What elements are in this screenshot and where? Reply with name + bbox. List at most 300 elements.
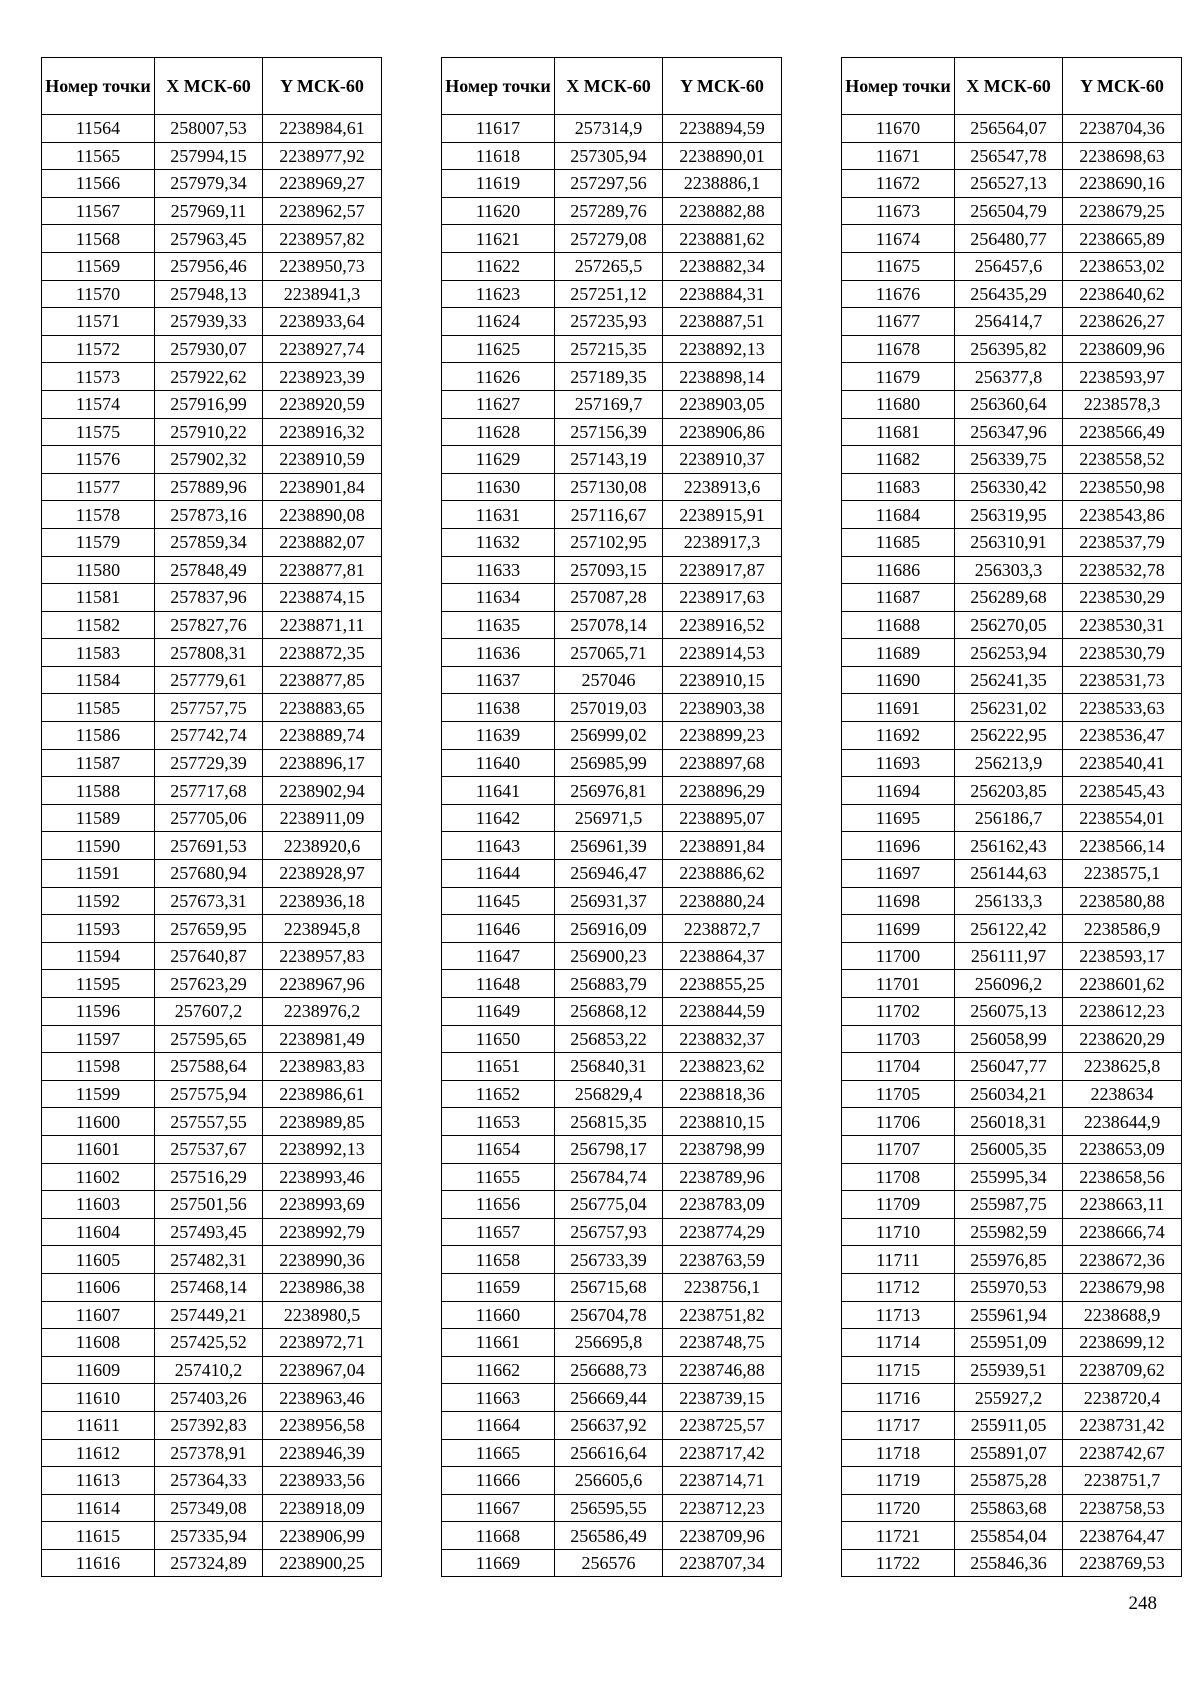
x-coordinate-cell: 257779,61	[155, 666, 263, 694]
point-number-cell: 11598	[42, 1053, 155, 1081]
x-coordinate-cell: 256784,74	[555, 1163, 663, 1191]
x-coordinate-cell: 257425,52	[155, 1329, 263, 1357]
point-number-cell: 11713	[842, 1301, 955, 1329]
y-coordinate-cell: 2238665,89	[1063, 225, 1182, 253]
table-row	[442, 197, 782, 225]
x-coordinate-cell: 256270,05	[955, 611, 1063, 639]
x-coordinate-cell: 257019,03	[555, 694, 663, 722]
y-coordinate-cell: 2238883,65	[263, 694, 382, 722]
point-number-cell: 11660	[442, 1301, 555, 1329]
point-number-cell: 11687	[842, 584, 955, 612]
table-row	[842, 501, 1182, 529]
table-row	[42, 1135, 382, 1163]
y-coordinate-cell: 2238739,15	[663, 1384, 782, 1412]
y-coordinate-cell: 2238903,38	[663, 694, 782, 722]
x-coordinate-cell: 257501,56	[155, 1191, 263, 1219]
y-coordinate-cell: 2238712,23	[663, 1494, 782, 1522]
point-number-cell: 11682	[842, 446, 955, 474]
point-number-cell: 11584	[42, 666, 155, 694]
point-number-cell: 11681	[842, 418, 955, 446]
point-number-cell: 11625	[442, 335, 555, 363]
y-coordinate-cell: 2238920,6	[263, 832, 382, 860]
point-number-cell: 11649	[442, 998, 555, 1026]
point-number-cell: 11685	[842, 528, 955, 556]
y-coordinate-cell: 2238946,39	[263, 1439, 382, 1467]
x-coordinate-cell: 256637,92	[555, 1411, 663, 1439]
point-number-cell: 11701	[842, 970, 955, 998]
point-number-cell: 11588	[42, 777, 155, 805]
x-coordinate-cell: 256798,17	[555, 1135, 663, 1163]
x-coordinate-cell: 256704,78	[555, 1301, 663, 1329]
point-number-cell: 11636	[442, 639, 555, 667]
y-coordinate-cell: 2238917,63	[663, 584, 782, 612]
point-number-cell: 11651	[442, 1053, 555, 1081]
y-coordinate-cell: 2238823,62	[663, 1053, 782, 1081]
x-coordinate-cell: 256457,6	[955, 252, 1063, 280]
table-row	[442, 528, 782, 556]
point-number-cell: 11644	[442, 860, 555, 888]
y-coordinate-cell: 2238963,46	[263, 1384, 382, 1412]
table-row	[842, 556, 1182, 584]
y-coordinate-cell: 2238910,37	[663, 446, 782, 474]
y-coordinate-cell: 2238653,02	[1063, 252, 1182, 280]
x-coordinate-cell: 257265,5	[555, 252, 663, 280]
table-row	[842, 1108, 1182, 1136]
y-coordinate-cell: 2238928,97	[263, 860, 382, 888]
x-coordinate-cell: 257378,91	[155, 1439, 263, 1467]
table-row	[442, 1273, 782, 1301]
y-coordinate-cell: 2238882,07	[263, 528, 382, 556]
table-row	[842, 1439, 1182, 1467]
y-coordinate-cell: 2238910,59	[263, 446, 382, 474]
table-row	[442, 998, 782, 1026]
y-coordinate-cell: 2238751,82	[663, 1301, 782, 1329]
x-coordinate-cell: 257102,95	[555, 528, 663, 556]
table-row	[42, 1494, 382, 1522]
x-coordinate-cell: 257392,83	[155, 1411, 263, 1439]
point-number-cell: 11634	[442, 584, 555, 612]
point-number-cell: 11657	[442, 1218, 555, 1246]
point-number-cell: 11571	[42, 308, 155, 336]
table-row	[442, 308, 782, 336]
x-coordinate-cell: 255961,94	[955, 1301, 1063, 1329]
x-coordinate-cell: 257324,89	[155, 1549, 263, 1577]
table-row	[842, 1384, 1182, 1412]
point-number-cell: 11696	[842, 832, 955, 860]
point-number-cell: 11697	[842, 860, 955, 888]
y-coordinate-cell: 2238699,12	[1063, 1329, 1182, 1357]
y-coordinate-cell: 2238880,24	[663, 887, 782, 915]
y-coordinate-cell: 2238986,38	[263, 1273, 382, 1301]
point-number-cell: 11576	[42, 446, 155, 474]
point-number-cell: 11683	[842, 473, 955, 501]
coordinate-table-3	[841, 57, 1182, 1577]
coordinate-table-1	[41, 57, 382, 1577]
x-coordinate-cell: 257956,46	[155, 252, 263, 280]
table-row	[442, 942, 782, 970]
point-number-cell: 11624	[442, 308, 555, 336]
y-coordinate-cell: 2238933,64	[263, 308, 382, 336]
table-row	[842, 308, 1182, 336]
y-coordinate-cell: 2238789,96	[663, 1163, 782, 1191]
table-row	[442, 1439, 782, 1467]
y-coordinate-cell: 2238530,29	[1063, 584, 1182, 612]
y-coordinate-cell: 2238578,3	[1063, 390, 1182, 418]
x-coordinate-cell: 256931,37	[555, 887, 663, 915]
y-coordinate-cell: 2238871,11	[263, 611, 382, 639]
point-number-cell: 11618	[442, 142, 555, 170]
y-coordinate-cell: 2238977,92	[263, 142, 382, 170]
x-coordinate-cell: 255995,34	[955, 1163, 1063, 1191]
y-coordinate-cell: 2238886,1	[663, 170, 782, 198]
point-number-cell: 11586	[42, 722, 155, 750]
table-row	[442, 639, 782, 667]
y-coordinate-cell: 2238901,84	[263, 473, 382, 501]
y-coordinate-cell: 2238533,63	[1063, 694, 1182, 722]
x-coordinate-cell: 257673,31	[155, 887, 263, 915]
table-row	[842, 749, 1182, 777]
point-number-cell: 11615	[42, 1522, 155, 1550]
x-coordinate-cell: 256961,39	[555, 832, 663, 860]
point-number-cell: 11656	[442, 1191, 555, 1219]
table-row	[442, 887, 782, 915]
table-row	[842, 970, 1182, 998]
y-coordinate-cell: 2238976,2	[263, 998, 382, 1026]
table-row	[842, 446, 1182, 474]
point-number-cell: 11698	[842, 887, 955, 915]
table-row	[842, 611, 1182, 639]
x-coordinate-cell: 257143,19	[555, 446, 663, 474]
y-coordinate-cell: 2238536,47	[1063, 722, 1182, 750]
y-coordinate-cell: 2238818,36	[663, 1080, 782, 1108]
point-number-cell: 11678	[842, 335, 955, 363]
point-number-cell: 11699	[842, 915, 955, 943]
point-number-cell: 11629	[442, 446, 555, 474]
table-header-row	[42, 58, 382, 115]
table-row	[842, 1246, 1182, 1274]
table-row	[42, 390, 382, 418]
x-coordinate-cell: 257691,53	[155, 832, 263, 860]
x-coordinate-cell: 257251,12	[555, 280, 663, 308]
table-row	[442, 390, 782, 418]
point-number-cell: 11591	[42, 860, 155, 888]
x-coordinate-cell: 257859,34	[155, 528, 263, 556]
table-row	[42, 970, 382, 998]
table-row	[42, 584, 382, 612]
table-row	[842, 1163, 1182, 1191]
x-coordinate-cell: 257902,32	[155, 446, 263, 474]
point-number-cell: 11674	[842, 225, 955, 253]
x-coordinate-cell: 255863,68	[955, 1494, 1063, 1522]
table-row	[842, 584, 1182, 612]
point-number-cell: 11715	[842, 1356, 955, 1384]
point-number-cell: 11638	[442, 694, 555, 722]
y-coordinate-cell: 2238992,79	[263, 1218, 382, 1246]
point-number-cell: 11718	[842, 1439, 955, 1467]
x-coordinate-cell: 255951,09	[955, 1329, 1063, 1357]
point-number-cell: 11575	[42, 418, 155, 446]
y-coordinate-cell: 2238911,09	[263, 804, 382, 832]
point-number-cell: 11592	[42, 887, 155, 915]
table-row	[42, 225, 382, 253]
table-row	[42, 611, 382, 639]
point-number-cell: 11611	[42, 1411, 155, 1439]
table-row	[442, 1163, 782, 1191]
table-row	[42, 280, 382, 308]
y-coordinate-cell: 2238612,23	[1063, 998, 1182, 1026]
table-row	[442, 1191, 782, 1219]
x-coordinate-cell: 256330,42	[955, 473, 1063, 501]
y-coordinate-cell: 2238698,63	[1063, 142, 1182, 170]
point-number-cell: 11599	[42, 1080, 155, 1108]
table-row	[42, 1522, 382, 1550]
table-row	[42, 308, 382, 336]
x-coordinate-cell: 256319,95	[955, 501, 1063, 529]
table-row	[442, 1494, 782, 1522]
table-row	[42, 501, 382, 529]
point-number-cell: 11719	[842, 1467, 955, 1495]
y-coordinate-cell: 2238889,74	[263, 722, 382, 750]
header-x-msk60: X МСК-60	[955, 58, 1063, 115]
y-coordinate-cell: 2238923,39	[263, 363, 382, 391]
table-row	[42, 1273, 382, 1301]
x-coordinate-cell: 257575,94	[155, 1080, 263, 1108]
table-row	[442, 225, 782, 253]
x-coordinate-cell: 257130,08	[555, 473, 663, 501]
table-row	[442, 611, 782, 639]
point-number-cell: 11631	[442, 501, 555, 529]
y-coordinate-cell: 2238751,7	[1063, 1467, 1182, 1495]
point-number-cell: 11704	[842, 1053, 955, 1081]
x-coordinate-cell: 256775,04	[555, 1191, 663, 1219]
point-number-cell: 11668	[442, 1522, 555, 1550]
y-coordinate-cell: 2238545,43	[1063, 777, 1182, 805]
point-number-cell: 11712	[842, 1273, 955, 1301]
x-coordinate-cell: 256414,7	[955, 308, 1063, 336]
x-coordinate-cell: 257873,16	[155, 501, 263, 529]
x-coordinate-cell: 255987,75	[955, 1191, 1063, 1219]
y-coordinate-cell: 2238941,3	[263, 280, 382, 308]
point-number-cell: 11706	[842, 1108, 955, 1136]
table-row	[442, 142, 782, 170]
point-number-cell: 11587	[42, 749, 155, 777]
point-number-cell: 11690	[842, 666, 955, 694]
y-coordinate-cell: 2238914,53	[663, 639, 782, 667]
x-coordinate-cell: 257948,13	[155, 280, 263, 308]
y-coordinate-cell: 2238558,52	[1063, 446, 1182, 474]
x-coordinate-cell: 256733,39	[555, 1246, 663, 1274]
table-row	[842, 335, 1182, 363]
x-coordinate-cell: 256111,97	[955, 942, 1063, 970]
table-row	[42, 694, 382, 722]
point-number-cell: 11680	[842, 390, 955, 418]
point-number-cell: 11564	[42, 115, 155, 143]
table-row	[442, 335, 782, 363]
point-number-cell: 11647	[442, 942, 555, 970]
y-coordinate-cell: 2238886,62	[663, 860, 782, 888]
table-row	[442, 1549, 782, 1577]
point-number-cell: 11604	[42, 1218, 155, 1246]
x-coordinate-cell: 257994,15	[155, 142, 263, 170]
table-row	[842, 666, 1182, 694]
table-row	[42, 142, 382, 170]
point-number-cell: 11700	[842, 942, 955, 970]
x-coordinate-cell: 256395,82	[955, 335, 1063, 363]
x-coordinate-cell: 256034,21	[955, 1080, 1063, 1108]
x-coordinate-cell: 257078,14	[555, 611, 663, 639]
y-coordinate-cell: 2238917,3	[663, 528, 782, 556]
y-coordinate-cell: 2238798,99	[663, 1135, 782, 1163]
y-coordinate-cell: 2238956,58	[263, 1411, 382, 1439]
table-row	[42, 942, 382, 970]
point-number-cell: 11676	[842, 280, 955, 308]
table-row	[42, 1467, 382, 1495]
point-number-cell: 11722	[842, 1549, 955, 1577]
x-coordinate-cell: 256480,77	[955, 225, 1063, 253]
x-coordinate-cell: 256985,99	[555, 749, 663, 777]
x-coordinate-cell: 257659,95	[155, 915, 263, 943]
table-row	[842, 115, 1182, 143]
x-coordinate-cell: 257156,39	[555, 418, 663, 446]
x-coordinate-cell: 256047,77	[955, 1053, 1063, 1081]
y-coordinate-cell: 2238891,84	[663, 832, 782, 860]
x-coordinate-cell: 256595,55	[555, 1494, 663, 1522]
table-row	[842, 1522, 1182, 1550]
coordinate-table-2	[441, 57, 782, 1577]
table-row	[842, 694, 1182, 722]
table-row	[442, 749, 782, 777]
point-number-cell: 11635	[442, 611, 555, 639]
point-number-cell: 11652	[442, 1080, 555, 1108]
point-number-cell: 11669	[442, 1549, 555, 1577]
table-row	[842, 1191, 1182, 1219]
table-row	[42, 1549, 382, 1577]
table-row	[442, 1329, 782, 1357]
point-number-cell: 11663	[442, 1384, 555, 1412]
point-number-cell: 11675	[842, 252, 955, 280]
x-coordinate-cell: 257449,21	[155, 1301, 263, 1329]
y-coordinate-cell: 2238897,68	[663, 749, 782, 777]
y-coordinate-cell: 2238993,46	[263, 1163, 382, 1191]
x-coordinate-cell: 256231,02	[955, 694, 1063, 722]
y-coordinate-cell: 2238532,78	[1063, 556, 1182, 584]
y-coordinate-cell: 2238644,9	[1063, 1108, 1182, 1136]
point-number-cell: 11566	[42, 170, 155, 198]
table-row	[842, 832, 1182, 860]
point-number-cell: 11684	[842, 501, 955, 529]
x-coordinate-cell: 256900,23	[555, 942, 663, 970]
y-coordinate-cell: 2238609,96	[1063, 335, 1182, 363]
point-number-cell: 11691	[842, 694, 955, 722]
x-coordinate-cell: 256253,94	[955, 639, 1063, 667]
x-coordinate-cell: 256058,99	[955, 1025, 1063, 1053]
header-y-msk60: Y МСК-60	[1063, 58, 1182, 115]
y-coordinate-cell: 2238690,16	[1063, 170, 1182, 198]
x-coordinate-cell: 257680,94	[155, 860, 263, 888]
x-coordinate-cell: 256162,43	[955, 832, 1063, 860]
y-coordinate-cell: 2238967,96	[263, 970, 382, 998]
x-coordinate-cell: 256976,81	[555, 777, 663, 805]
point-number-cell: 11659	[442, 1273, 555, 1301]
point-number-cell: 11654	[442, 1135, 555, 1163]
point-number-cell: 11580	[42, 556, 155, 584]
point-number-cell: 11648	[442, 970, 555, 998]
point-number-cell: 11574	[42, 390, 155, 418]
x-coordinate-cell: 256547,78	[955, 142, 1063, 170]
point-number-cell: 11605	[42, 1246, 155, 1274]
table-row	[842, 1411, 1182, 1439]
x-coordinate-cell: 257065,71	[555, 639, 663, 667]
table-row	[42, 1025, 382, 1053]
x-coordinate-cell: 256669,44	[555, 1384, 663, 1412]
table-row	[42, 1218, 382, 1246]
y-coordinate-cell: 2238566,14	[1063, 832, 1182, 860]
point-number-cell: 11633	[442, 556, 555, 584]
y-coordinate-cell: 2238915,91	[663, 501, 782, 529]
point-number-cell: 11620	[442, 197, 555, 225]
y-coordinate-cell: 2238898,14	[663, 363, 782, 391]
y-coordinate-cell: 2238864,37	[663, 942, 782, 970]
point-number-cell: 11705	[842, 1080, 955, 1108]
table-row	[442, 446, 782, 474]
x-coordinate-cell: 257046	[555, 666, 663, 694]
point-number-cell: 11666	[442, 1467, 555, 1495]
header-x-msk60: X МСК-60	[155, 58, 263, 115]
table-row	[442, 1467, 782, 1495]
y-coordinate-cell: 2238900,25	[263, 1549, 382, 1577]
y-coordinate-cell: 2238936,18	[263, 887, 382, 915]
point-number-cell: 11616	[42, 1549, 155, 1577]
table-header-row	[442, 58, 782, 115]
x-coordinate-cell: 256999,02	[555, 722, 663, 750]
y-coordinate-cell: 2238986,61	[263, 1080, 382, 1108]
y-coordinate-cell: 2238902,94	[263, 777, 382, 805]
x-coordinate-cell: 257757,75	[155, 694, 263, 722]
y-coordinate-cell: 2238746,88	[663, 1356, 782, 1384]
table-row	[442, 860, 782, 888]
table-row	[842, 998, 1182, 1026]
y-coordinate-cell: 2238993,69	[263, 1191, 382, 1219]
table-row	[42, 528, 382, 556]
point-number-cell: 11702	[842, 998, 955, 1026]
point-number-cell: 11589	[42, 804, 155, 832]
x-coordinate-cell: 256971,5	[555, 804, 663, 832]
x-coordinate-cell: 258007,53	[155, 115, 263, 143]
x-coordinate-cell: 256688,73	[555, 1356, 663, 1384]
x-coordinate-cell: 255854,04	[955, 1522, 1063, 1550]
y-coordinate-cell: 2238910,15	[663, 666, 782, 694]
y-coordinate-cell: 2238679,25	[1063, 197, 1182, 225]
point-number-cell: 11581	[42, 584, 155, 612]
y-coordinate-cell: 2238962,57	[263, 197, 382, 225]
y-coordinate-cell: 2238748,75	[663, 1329, 782, 1357]
point-number-cell: 11602	[42, 1163, 155, 1191]
table-row	[442, 1025, 782, 1053]
x-coordinate-cell: 257557,55	[155, 1108, 263, 1136]
table-row	[442, 556, 782, 584]
y-coordinate-cell: 2238844,59	[663, 998, 782, 1026]
x-coordinate-cell: 257595,65	[155, 1025, 263, 1053]
y-coordinate-cell: 2238927,74	[263, 335, 382, 363]
point-number-cell: 11679	[842, 363, 955, 391]
x-coordinate-cell: 256815,35	[555, 1108, 663, 1136]
y-coordinate-cell: 2238580,88	[1063, 887, 1182, 915]
x-coordinate-cell: 256213,9	[955, 749, 1063, 777]
point-number-cell: 11612	[42, 1439, 155, 1467]
table-row	[442, 1522, 782, 1550]
point-number-cell: 11686	[842, 556, 955, 584]
point-number-cell: 11710	[842, 1218, 955, 1246]
